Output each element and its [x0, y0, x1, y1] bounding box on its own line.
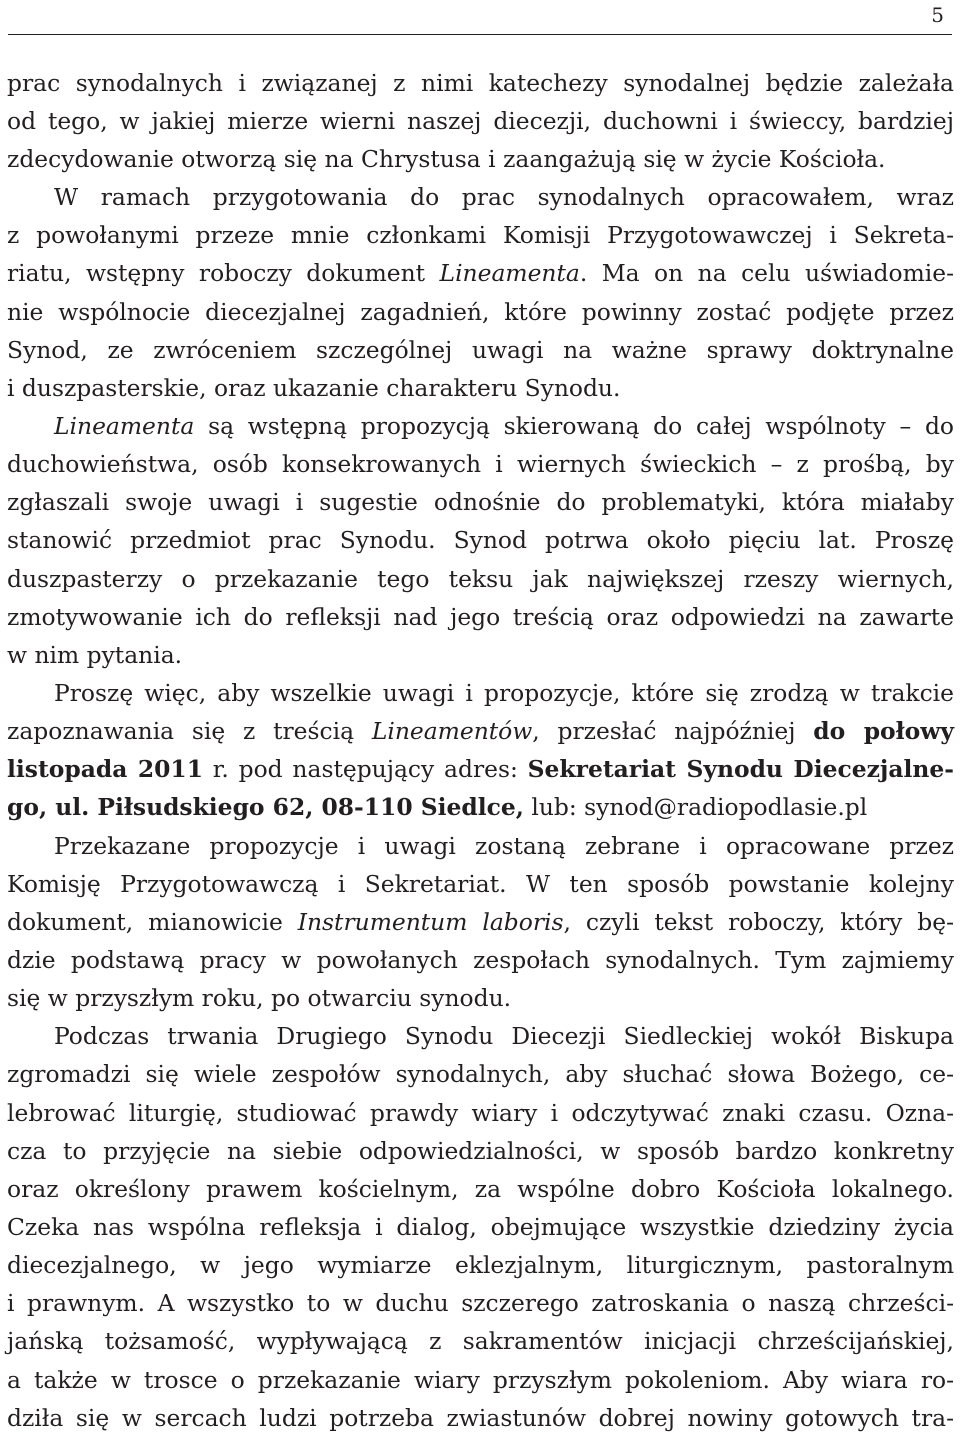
text-line [54, 182, 954, 212]
text-line [7, 754, 954, 784]
text-segment: są wstępną propozycją skierowaną do całej wspólnoty – do [194, 412, 954, 440]
text-line [7, 525, 954, 555]
text-line [7, 449, 954, 479]
text-segment: lebrować liturgię, studiować prawdy wiary i odczytywać znaki czasu. Ozna- [7, 1099, 954, 1127]
text-segment: zapoznawania się z treścią [7, 717, 372, 745]
text-line [7, 907, 954, 937]
text-line [7, 1365, 954, 1395]
text-segment: stanowić przedmiot prac Synodu. Synod potrwa około pięciu lat. Proszę [7, 526, 954, 554]
text-segment: Czeka nas wspólna refleksja i dialog, obejmujące wszystkie dziedziny życia [7, 1213, 954, 1241]
text-line [7, 1136, 954, 1166]
text-segment: od tego, w jakiej mierze wierni naszej diecezji, duchowni i świeccy, bardziej [7, 107, 954, 135]
text-line [7, 983, 511, 1013]
text-line [7, 640, 182, 670]
text-segment: i prawnym. A wszystko to w duchu szczerego zatroskania o naszą chrześci- [7, 1289, 954, 1317]
text-segment: nie wspólnocie diecezjalnej zagadnień, które powinny zostać podjęte przez [7, 298, 954, 326]
text-segment: zmotywowanie ich do refleksji nad jego treścią oraz odpowiedzi na zawarte [7, 603, 954, 631]
text-line [7, 144, 886, 174]
text-segment: się w przyszłym roku, po otwarciu synodu. [7, 984, 512, 1012]
text-segment: duchowieństwa, osób konsekrowanych i wiernych świeckich – z prośbą, by [7, 450, 954, 478]
text-line [7, 106, 954, 136]
text-segment: diecezjalnego, w jego wymiarze eklezjalnym, liturgicznym, pastoralnym [7, 1251, 954, 1279]
text-segment: zgromadzi się wiele zespołów synodalnych, aby słuchać słowa Bożego, ce- [7, 1060, 954, 1088]
text-line [7, 68, 954, 98]
text-segment: zgłaszali swoje uwagi i sugestie odnośnie do problematyki, która miałaby [7, 488, 954, 516]
text-segment: W ramach przygotowania do prac synodalnych opracowałem, wraz [54, 183, 954, 211]
text-segment: Podczas trwania Drugiego Synodu Diecezji Siedleckiej wokół Biskupa [54, 1022, 954, 1050]
text-line [7, 602, 954, 632]
text-line [7, 335, 954, 365]
text-line [7, 1250, 954, 1280]
text-line [54, 1021, 954, 1051]
text-segment: prac synodalnych i związanej z nimi katechezy synodalnej będzie zależała [7, 69, 954, 97]
text-line [7, 220, 954, 250]
text-segment: cza to przyjęcie na siebie odpowiedzialności, w sposób bardzo konkretny [7, 1137, 954, 1165]
bold-text: listopada 2011 [7, 755, 203, 783]
text-segment: lub: synod@radiopodlasie.pl [523, 793, 868, 821]
text-segment: dokument, mianowicie [7, 908, 298, 936]
text-line [7, 1403, 954, 1433]
text-segment: . Ma on na celu uświadomie- [579, 259, 954, 287]
text-segment: dzie podstawą pracy w powołanych zespołach synodalnych. Tym zajmiemy [7, 946, 954, 974]
bold-text: Sekretariat Synodu Diecezjalne- [527, 755, 954, 783]
text-line [7, 373, 620, 403]
text-segment: oraz określony prawem kościelnym, za wspólne dobro Kościoła lokalnego. [7, 1175, 954, 1203]
italic-text: Lineamenta [54, 412, 195, 440]
text-segment: z powołanymi przeze mnie członkami Komisji Przygotowawczej i Sekreta- [7, 221, 954, 249]
text-line [7, 1059, 954, 1089]
text-line [7, 1288, 954, 1318]
text-segment: i duszpasterskie, oraz ukazanie charakteru Synodu. [7, 374, 621, 402]
text-line [54, 831, 954, 861]
text-line [7, 1212, 954, 1242]
text-line [7, 945, 954, 975]
text-segment: w nim pytania. [7, 641, 183, 669]
text-segment: Komisję Przygotowawczą i Sekretariat. W ten sposób powstanie kolejny [7, 870, 954, 898]
text-segment: , czyli tekst roboczy, który bę- [563, 908, 954, 936]
text-segment: jańską tożsamość, wypływającą z sakramentów inicjacji chrześcijańskiej, [7, 1327, 954, 1355]
text-line [7, 564, 954, 594]
page-header [8, 0, 952, 35]
text-line [54, 411, 954, 441]
text-line [7, 258, 954, 288]
text-segment: Przekazane propozycje i uwagi zostaną zebrane i opracowane przez [54, 832, 954, 860]
bold-text: go, ul. Piłsudskiego 62, 08-110 Siedlce, [7, 793, 524, 821]
text-segment: riatu, wstępny roboczy dokument [7, 259, 440, 287]
text-segment: r. pod następujący adres: [202, 755, 528, 783]
text-segment: zdecydowanie otworzą się na Chrystusa i zaangażują się w życie Kościoła. [7, 145, 886, 173]
text-line [7, 1174, 954, 1204]
text-line [7, 792, 867, 822]
text-segment: Synod, ze zwróceniem szczególnej uwagi na ważne sprawy doktrynalne [7, 336, 954, 364]
italic-text: Lineamentów [371, 717, 533, 745]
text-segment: duszpasterzy o przekazanie tego teksu jak największej rzeszy wiernych, [7, 565, 954, 593]
text-line [7, 1098, 954, 1128]
text-segment: a także w trosce o przekazanie wiary przyszłym pokoleniom. Aby wiara ro- [7, 1366, 954, 1394]
text-segment: Proszę więc, aby wszelkie uwagi i propozycje, które się zrodzą w trakcie [54, 679, 954, 707]
text-line [7, 1326, 954, 1356]
text-line [7, 297, 954, 327]
page-number: 5 [931, 3, 944, 27]
text-line [7, 869, 954, 899]
text-line [7, 487, 954, 517]
bold-text: do połowy [813, 717, 954, 745]
text-segment: dziła się w sercach ludzi potrzeba zwiastunów dobrej nowiny gotowych tra- [7, 1404, 954, 1432]
italic-text: Lineamenta [439, 259, 580, 287]
text-segment: , przesłać najpóźniej [532, 717, 814, 745]
italic-text: Instrumentum laboris [297, 908, 564, 936]
text-line [7, 716, 954, 746]
text-line [54, 678, 954, 708]
